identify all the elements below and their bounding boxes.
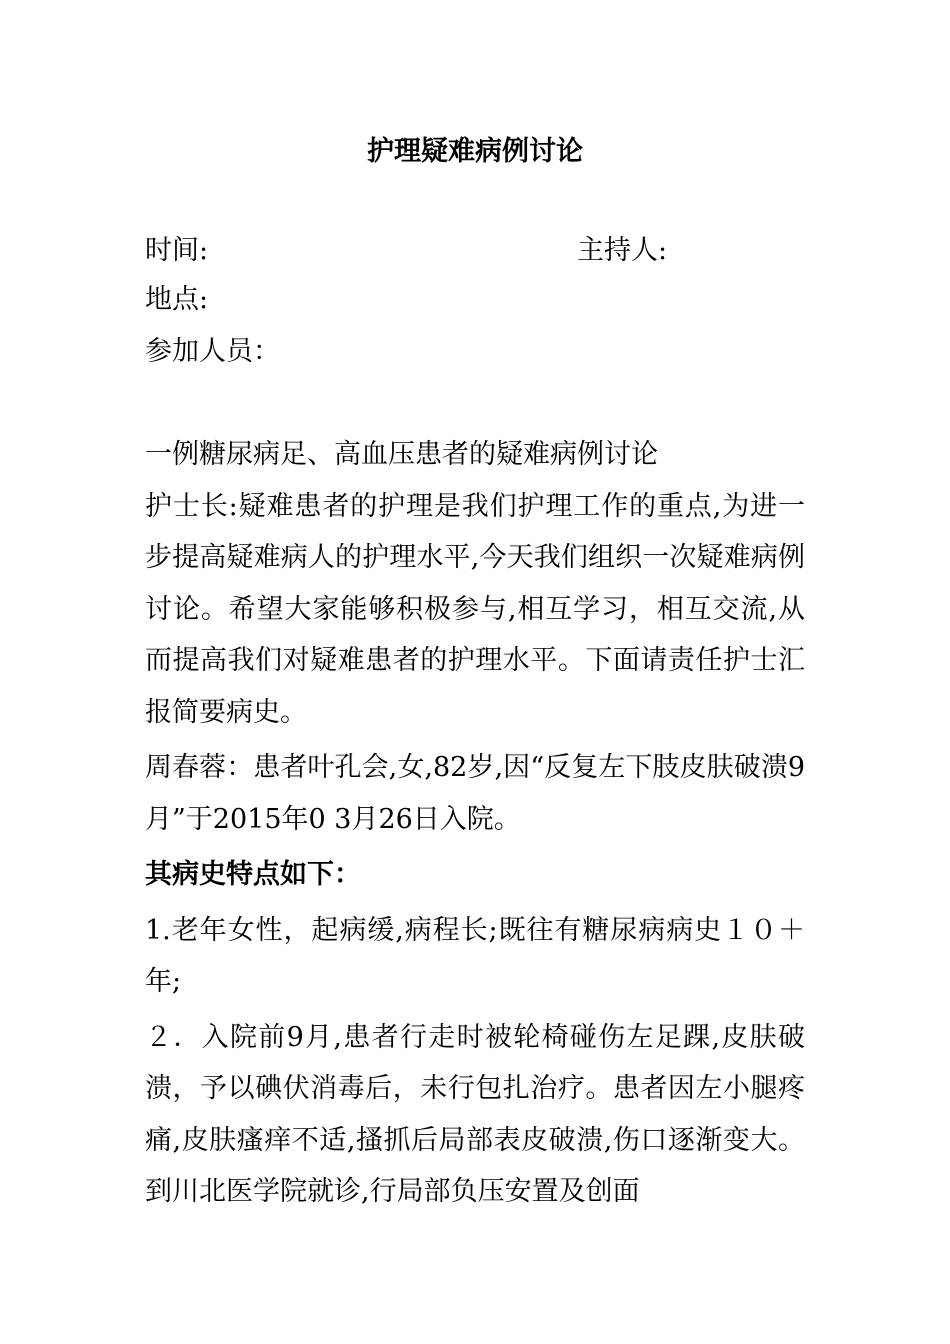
- case-report-paragraph: 周春蓉：患者叶孔会,女,82岁,因“反复左下肢皮肤破溃9月”于2015年0 3月26日入院。: [145, 752, 805, 835]
- place-label: 地点:: [145, 284, 209, 315]
- history-item-1: 1.老年女性，起病缓,病程长;既往有糖尿病病史１０＋年;: [145, 914, 805, 997]
- document-title: 护理疑难病例讨论: [367, 136, 583, 167]
- time-label: 时间:: [145, 235, 209, 266]
- head-nurse-paragraph: 护士长:疑难患者的护理是我们护理工作的重点,为进一步提高疑难病人的护理水平,今天我们组织一次疑难病例讨论。希望大家能够积极参与,相互学习，相互交流,从而提高我们对疑难患者的护理水平。下面请责任护士汇报简要病史。: [145, 490, 805, 728]
- history-item-2: ２．入院前9月,患者行走时被轮椅碰伤左足踝,皮肤破溃，予以碘伏消毒后，未行包扎治疗。患者因左小腿疼痛,皮肤瘙痒不适,搔抓后局部表皮破溃,伤口逐渐变大。到川北医学院就诊,行局部负压安置及创面: [145, 1021, 805, 1207]
- host-label: 主持人:: [577, 235, 668, 266]
- history-heading: 其病史特点如下：: [145, 859, 361, 890]
- document-body: [145, 429, 805, 1218]
- case-subtitle: 一例糖尿病足、高血压患者的疑难病例讨论: [145, 439, 658, 470]
- participants-label: 参加人员：: [145, 336, 280, 367]
